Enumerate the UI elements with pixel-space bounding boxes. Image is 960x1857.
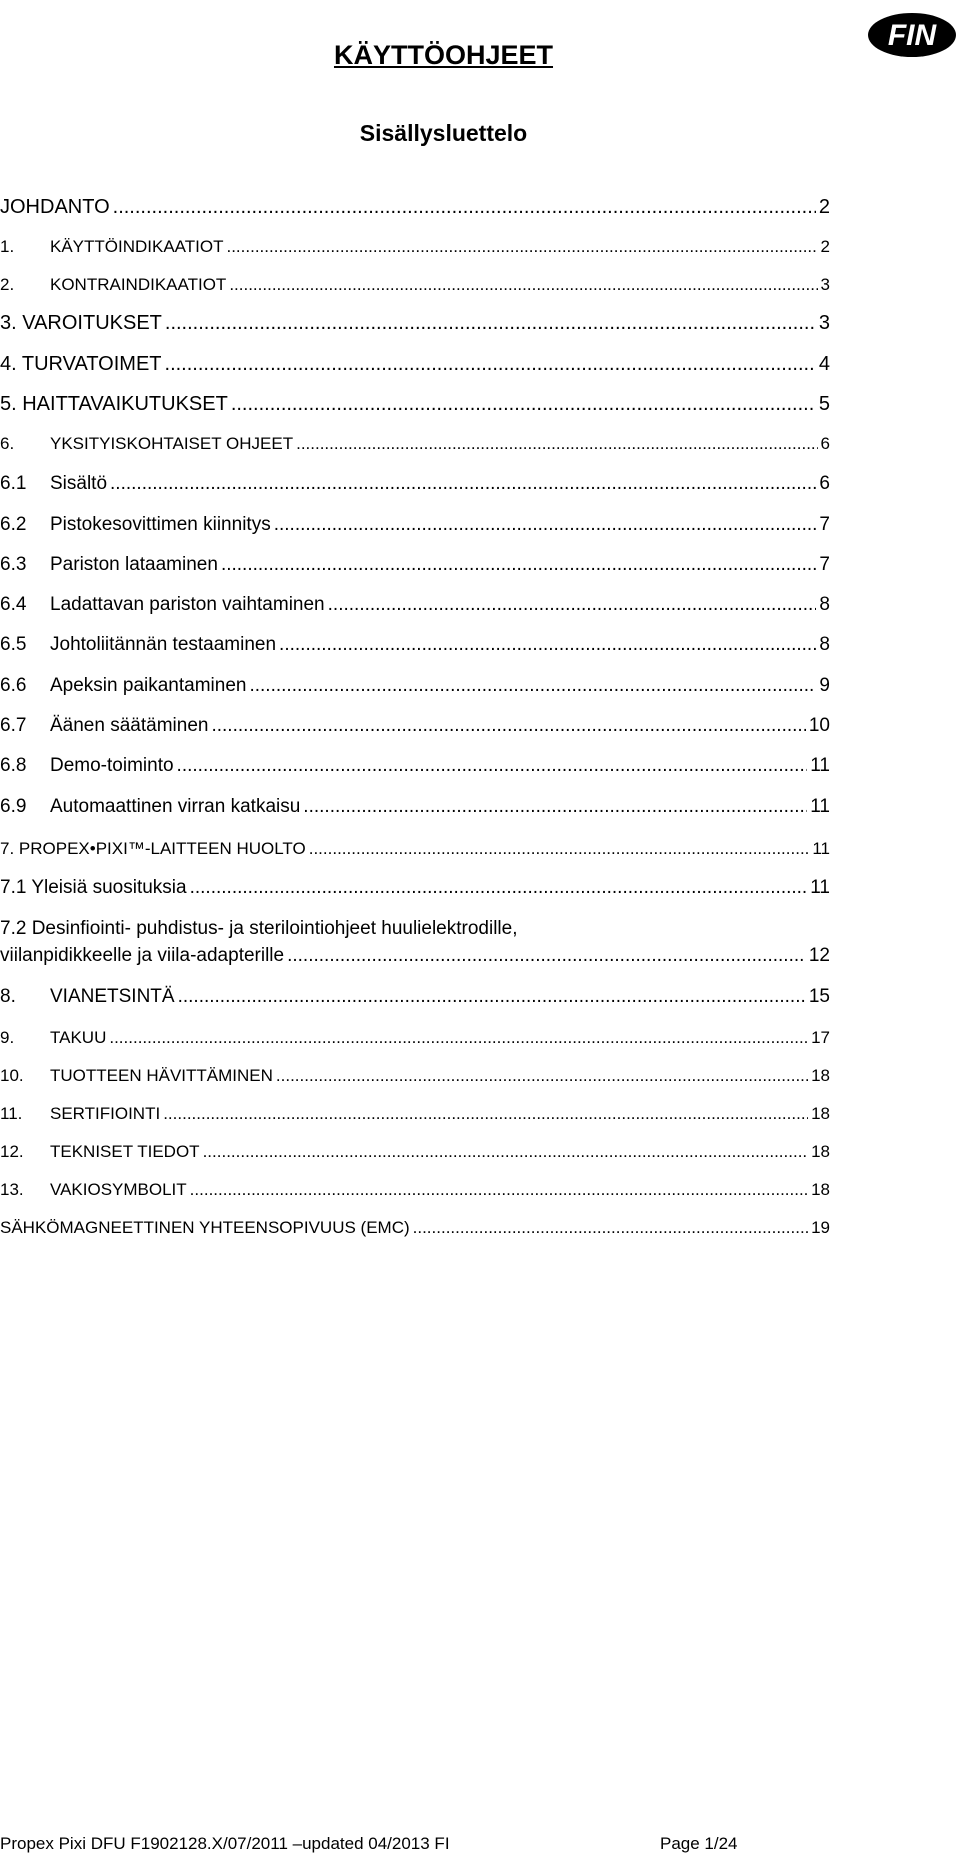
toc-entry[interactable] bbox=[0, 1141, 830, 1163]
toc-entry[interactable] bbox=[0, 945, 830, 967]
toc-page: 18 bbox=[811, 1142, 830, 1161]
toc-page: 12 bbox=[808, 945, 830, 966]
toc-number: 2. bbox=[0, 275, 15, 294]
footer-document-id: Propex Pixi DFU F1902128.X/07/2011 –updated 04/2013 FI bbox=[0, 1834, 450, 1853]
toc-label: TAKUU bbox=[50, 1028, 107, 1047]
toc-number: 8. bbox=[0, 986, 16, 1007]
toc-number: 6.3 bbox=[0, 554, 27, 575]
toc-entry[interactable] bbox=[0, 877, 830, 899]
toc-label: 3. VAROITUKSET bbox=[0, 312, 162, 334]
toc-number: 6.7 bbox=[0, 715, 27, 736]
toc-label: TEKNISET TIEDOT bbox=[50, 1142, 200, 1161]
toc-number: 10. bbox=[0, 1066, 24, 1085]
toc-label: Sisältö bbox=[50, 473, 108, 494]
toc-label: SERTIFIOINTI bbox=[50, 1104, 161, 1123]
toc-entry[interactable] bbox=[0, 1027, 830, 1049]
toc-label: YKSITYISKOHTAISET OHJEET bbox=[50, 434, 294, 453]
toc-label: viilanpidikkeelle ja viila-adapterille bbox=[0, 945, 285, 966]
document-title: KÄYTTÖOHJEET bbox=[333, 40, 554, 70]
toc-number: 9. bbox=[0, 1028, 15, 1047]
toc-page: 2 bbox=[818, 196, 830, 218]
toc-page: 18 bbox=[811, 1104, 830, 1123]
toc-number: 6.8 bbox=[0, 755, 27, 776]
toc-number: 6. bbox=[0, 434, 15, 453]
toc-entry[interactable] bbox=[0, 196, 830, 218]
toc-page: 15 bbox=[808, 986, 830, 1007]
toc-number: 12. bbox=[0, 1142, 24, 1161]
toc-page: 11 bbox=[810, 877, 830, 898]
toc-page: 7 bbox=[819, 554, 830, 575]
toc-label: 4. TURVATOIMET bbox=[0, 353, 162, 375]
toc-page: 17 bbox=[811, 1028, 830, 1047]
toc-label: Apeksin paikantaminen bbox=[50, 675, 247, 696]
toc-number: 6.2 bbox=[0, 514, 27, 535]
toc-entry[interactable] bbox=[0, 715, 830, 737]
footer-page-number: Page 1/24 bbox=[660, 1834, 738, 1853]
toc-entry[interactable] bbox=[0, 1103, 830, 1125]
toc-entry[interactable] bbox=[0, 755, 830, 777]
toc-entry[interactable] bbox=[0, 1217, 830, 1239]
toc-number: 13. bbox=[0, 1180, 24, 1199]
toc-page: 18 bbox=[811, 1066, 830, 1085]
toc-page: 8 bbox=[819, 634, 830, 655]
toc-page: 8 bbox=[819, 594, 830, 615]
toc-label: Automaattinen virran katkaisu bbox=[50, 796, 301, 817]
toc-heading: Sisällysluettelo bbox=[359, 120, 528, 146]
toc-label: Ladattavan pariston vaihtaminen bbox=[50, 594, 325, 615]
toc-label: Pistokesovittimen kiinnitys bbox=[50, 514, 271, 535]
svg-text:FIN: FIN bbox=[887, 19, 937, 52]
toc-label: KÄYTTÖINDIKAATIOT bbox=[50, 237, 224, 256]
toc-page: 11 bbox=[812, 839, 830, 858]
toc-number: 6.6 bbox=[0, 675, 27, 696]
toc-page: 6 bbox=[820, 434, 830, 453]
toc-entry[interactable] bbox=[0, 838, 830, 860]
toc-entry[interactable] bbox=[0, 514, 830, 536]
toc-entry[interactable] bbox=[0, 594, 830, 616]
toc-page: 19 bbox=[811, 1218, 830, 1237]
toc-label: Äänen säätäminen bbox=[50, 715, 209, 736]
toc-page: 3 bbox=[818, 312, 830, 334]
toc-page: 10 bbox=[808, 715, 830, 736]
toc-page: 7 bbox=[819, 514, 830, 535]
toc-number: 6.1 bbox=[0, 473, 27, 494]
toc-label: KONTRAINDIKAATIOT bbox=[50, 275, 227, 294]
toc-number: 6.4 bbox=[0, 594, 27, 615]
toc-label: 7.1 Yleisiä suosituksia bbox=[0, 877, 187, 898]
toc-entry[interactable] bbox=[0, 473, 830, 495]
toc-page: 4 bbox=[818, 353, 830, 375]
toc-number: 6.5 bbox=[0, 634, 27, 655]
toc-label: Demo-toiminto bbox=[50, 755, 174, 776]
toc-page: 2 bbox=[820, 237, 830, 256]
toc-page: 5 bbox=[818, 393, 830, 415]
toc-label: Pariston lataaminen bbox=[50, 554, 218, 575]
toc-label: JOHDANTO bbox=[0, 196, 110, 218]
toc-page: 11 bbox=[810, 755, 830, 776]
toc-entry[interactable] bbox=[0, 796, 830, 818]
toc-label: TUOTTEEN HÄVITTÄMINEN bbox=[50, 1066, 273, 1085]
toc-entry[interactable] bbox=[0, 634, 830, 656]
toc-entry[interactable] bbox=[0, 274, 830, 296]
toc-page: 11 bbox=[810, 796, 830, 817]
toc-entry[interactable] bbox=[0, 554, 830, 576]
toc-number: 1. bbox=[0, 237, 15, 256]
toc-page: 9 bbox=[819, 675, 830, 696]
toc-label: SÄHKÖMAGNEETTINEN YHTEENSOPIVUUS (EMC) bbox=[0, 1218, 410, 1237]
toc-entry[interactable] bbox=[0, 393, 830, 415]
toc-entry[interactable] bbox=[0, 675, 830, 697]
toc-entry[interactable] bbox=[0, 433, 830, 455]
toc-entry[interactable] bbox=[0, 236, 830, 258]
toc-label: VIANETSINTÄ bbox=[50, 986, 175, 1007]
toc-number: 6.9 bbox=[0, 796, 27, 817]
toc-entry[interactable] bbox=[0, 1179, 830, 1201]
toc-label: VAKIOSYMBOLIT bbox=[50, 1180, 187, 1199]
toc-label: 7. PROPEX•PIXI™-LAITTEEN HUOLTO bbox=[0, 839, 306, 858]
toc-page: 18 bbox=[811, 1180, 830, 1199]
toc-entry[interactable] bbox=[0, 353, 830, 375]
toc-number: 11. bbox=[0, 1104, 23, 1123]
toc-entry[interactable] bbox=[0, 312, 830, 334]
toc-entry[interactable] bbox=[0, 1065, 830, 1087]
toc-label: Johtoliitännän testaaminen bbox=[50, 634, 277, 655]
toc-label: 5. HAITTAVAIKUTUKSET bbox=[0, 393, 228, 415]
toc-entry[interactable] bbox=[0, 986, 830, 1008]
toc-entry-line1[interactable]: 7.2 Desinfiointi- puhdistus- ja sterilointiohjeet huulielektrodille, bbox=[0, 918, 518, 939]
toc-page: 3 bbox=[820, 275, 830, 294]
toc-page: 6 bbox=[819, 473, 830, 494]
